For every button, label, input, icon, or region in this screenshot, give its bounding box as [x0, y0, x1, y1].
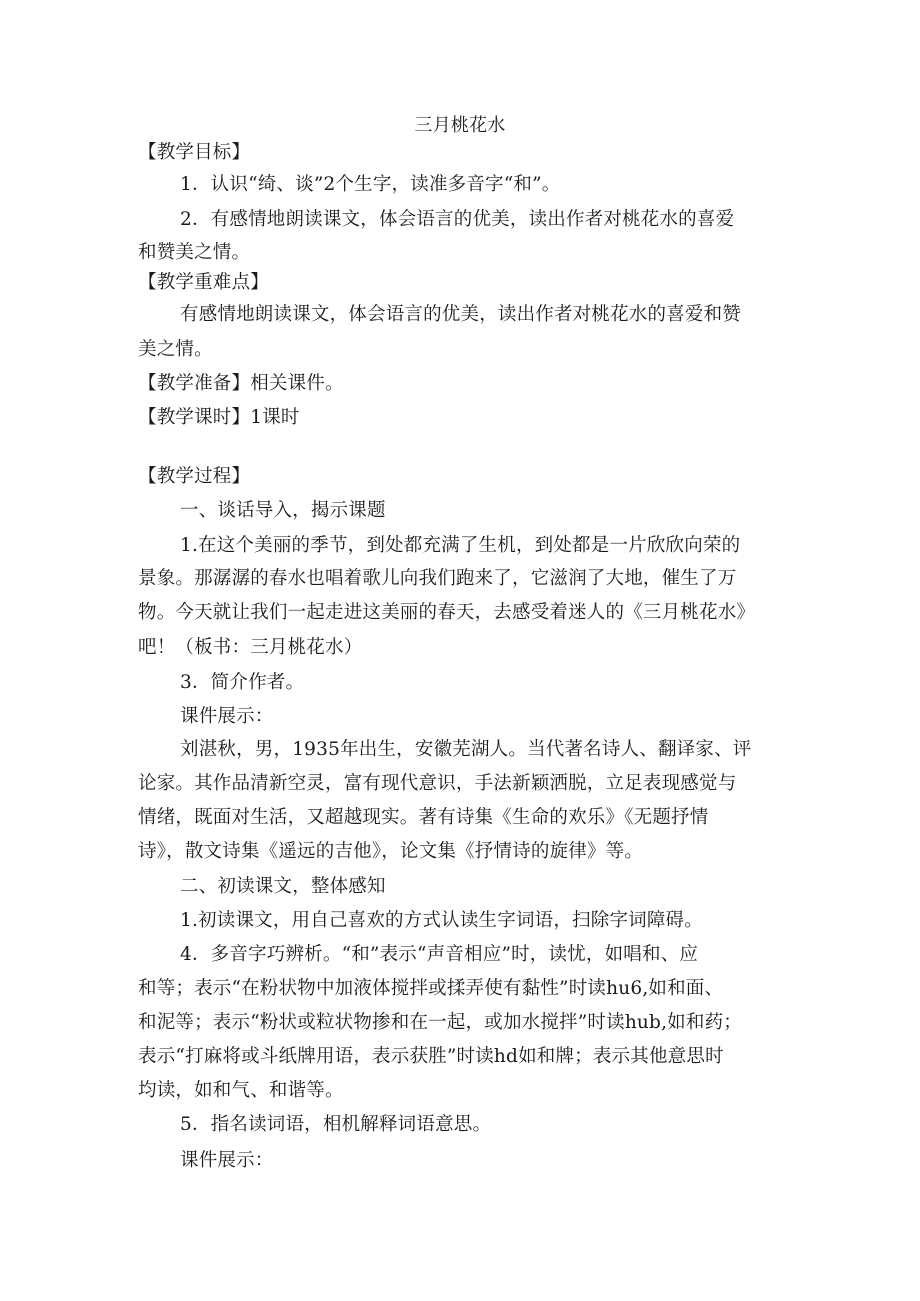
polyphone-line-1: 4．多音字巧辨析。“和”表示“声音相应”时，读忧，如唱和、应: [180, 944, 699, 965]
goal-2-line-1: 2．有感情地朗读课文，体会语言的优美，读出作者对桃花水的喜爱: [180, 209, 735, 230]
section-2-heading: 二、初读课文，整体感知: [180, 876, 386, 897]
bio-line-2: 论家。其作品清新空灵，富有现代意识，手法新颖洒脱，立足表现感觉与: [138, 773, 737, 794]
polyphone-line-5: 均读，如和气、和谐等。: [138, 1080, 344, 1101]
section-1-heading: 一、谈话导入，揭示课题: [180, 500, 386, 521]
polyphone-line-3: 和泥等；表示“粉状或粒状物掺和在一起，或加水搅拌”时读hub,如和药；: [138, 1012, 742, 1033]
preparation: 【教学准备】相关课件。: [138, 373, 344, 394]
polyphone-line-2: 和等；表示“在粉状物中加液体搅拌或揉弄使有黏性”时读hu6,如和面、: [138, 978, 724, 999]
slide-label-1: 课件展示：: [180, 706, 274, 727]
class-periods: 【教学课时】1课时: [138, 407, 300, 428]
author-intro: 3．简介作者。: [180, 672, 305, 693]
bio-line-4: 诗》，散文诗集《遥远的吉他》，论文集《抒情诗的旋律》等。: [138, 841, 644, 862]
key-points-line-2: 美之情。: [138, 339, 213, 360]
bio-line-3: 情绪，既面对生活，又超越现实。著有诗集《生命的欢乐》《无题抒情: [138, 807, 709, 828]
document-title: 三月桃花水: [414, 115, 506, 136]
slide-label-2: 课件展示：: [180, 1150, 274, 1171]
read-step-1: 1.初读课文，用自己喜欢的方式认读生字词语，扫除字词障碍。: [180, 910, 703, 931]
intro-line-2: 景象。那潺潺的春水也唱着歌儿向我们跑来了，它滋润了大地，催生了万: [138, 568, 737, 589]
goal-2-line-2: 和赞美之情。: [138, 242, 251, 263]
read-step-5: 5．指名读词语，相机解释词语意思。: [180, 1114, 492, 1135]
bio-line-1: 刘湛秋，男，1935年出生，安徽芜湖人。当代著名诗人、翻译家、评: [180, 739, 752, 760]
goal-1: 1．认识“绮、谈”2个生字，读准多音字“和”。: [180, 174, 561, 195]
intro-line-4: 吧！（板书：三月桃花水）: [138, 637, 363, 658]
goals-heading: 【教学目标】: [138, 142, 251, 163]
intro-line-1: 1.在这个美丽的季节，到处都充满了生机，到处都是一片欣欣向荣的: [180, 535, 741, 556]
intro-line-3: 物。今天就让我们一起走进这美丽的春天，去感受着迷人的《三月桃花水》: [138, 602, 756, 623]
key-points-heading: 【教学重难点】: [138, 272, 269, 293]
key-points-line-1: 有感情地朗读课文，体会语言的优美，读出作者对桃花水的喜爱和赞: [180, 304, 742, 325]
process-heading: 【教学过程】: [138, 466, 251, 487]
polyphone-line-4: 表示“打麻将或斗纸牌用语，表示获胜”时读hd如和牌；表示其他意思时: [138, 1046, 724, 1067]
